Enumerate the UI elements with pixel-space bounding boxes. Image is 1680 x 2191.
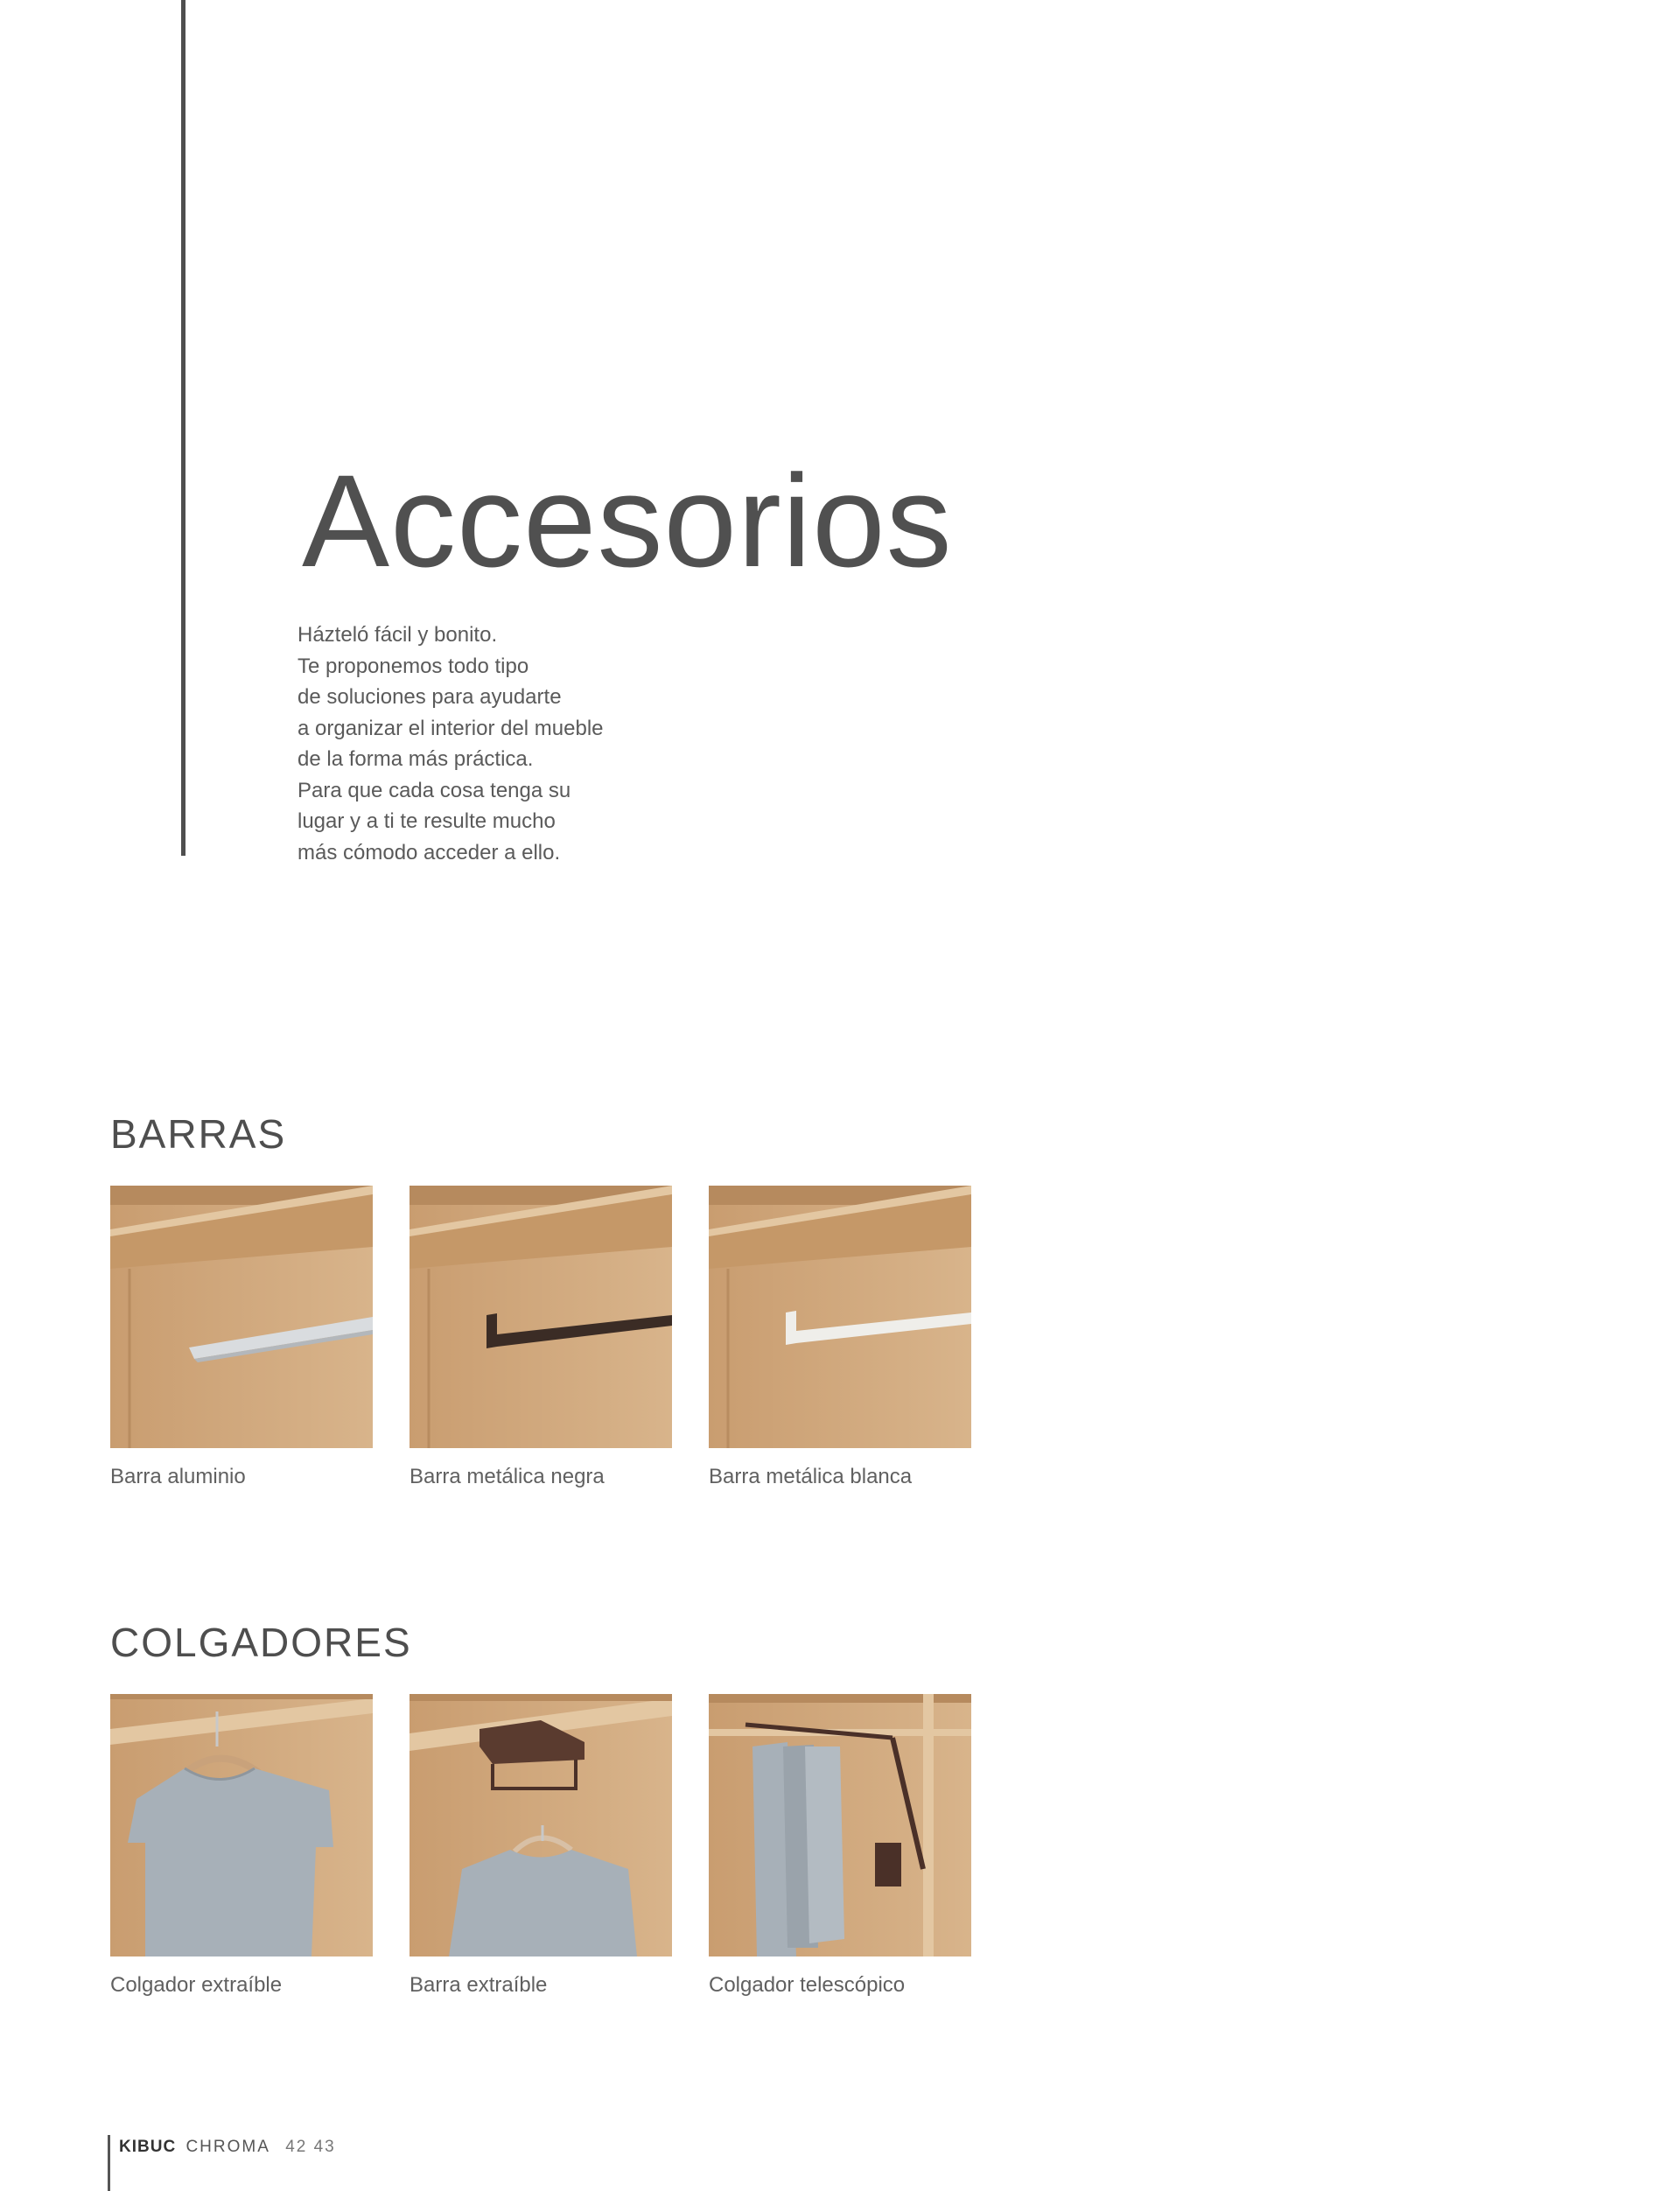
intro-line: de soluciones para ayudarte <box>298 685 562 709</box>
white-metal-rail-photo <box>709 1186 971 1448</box>
pull-out-rail-photo <box>410 1694 672 1956</box>
section-title-barras: BARRAS <box>110 1111 287 1157</box>
intro-line: más cómodo acceder a ello. <box>298 840 561 864</box>
page-title: Accesorios <box>302 447 953 594</box>
brand-logo: KIBUC <box>119 2138 177 2156</box>
caption-barra-metalica-blanca: Barra metálica blanca <box>709 1465 913 1488</box>
caption-colgador-extraible: Colgador extraíble <box>110 1973 283 1997</box>
telescopic-hanger-photo <box>709 1694 971 1956</box>
intro-line: a organizar el interior del mueble <box>298 716 604 740</box>
caption-colgador-telescopico: Colgador telescópico <box>709 1973 906 1997</box>
section-title-colgadores: COLGADORES <box>110 1620 412 1665</box>
black-metal-rail-photo <box>410 1186 672 1448</box>
aluminium-rail-photo <box>110 1186 373 1448</box>
caption-barra-aluminio: Barra aluminio <box>110 1465 246 1488</box>
intro-line: de la forma más práctica. <box>298 747 534 771</box>
intro-line: Para que cada cosa tenga su <box>298 778 571 802</box>
intro-text <box>298 620 604 868</box>
intro-line: Házteló fácil y bonito. <box>298 623 498 647</box>
intro-line: lugar y a ti te resulte mucho <box>298 809 556 833</box>
footer-rule <box>108 2135 110 2191</box>
caption-barra-metalica-negra: Barra metálica negra <box>410 1465 605 1488</box>
vertical-rule <box>181 0 186 856</box>
intro-line: Te proponemos todo tipo <box>298 654 529 678</box>
caption-barra-extraible: Barra extraíble <box>410 1973 548 1997</box>
footer <box>119 2138 336 2157</box>
page-numbers: 42 43 <box>285 2138 336 2156</box>
pull-out-hanger-photo <box>110 1694 373 1956</box>
collection-name: CHROMA <box>186 2138 270 2156</box>
